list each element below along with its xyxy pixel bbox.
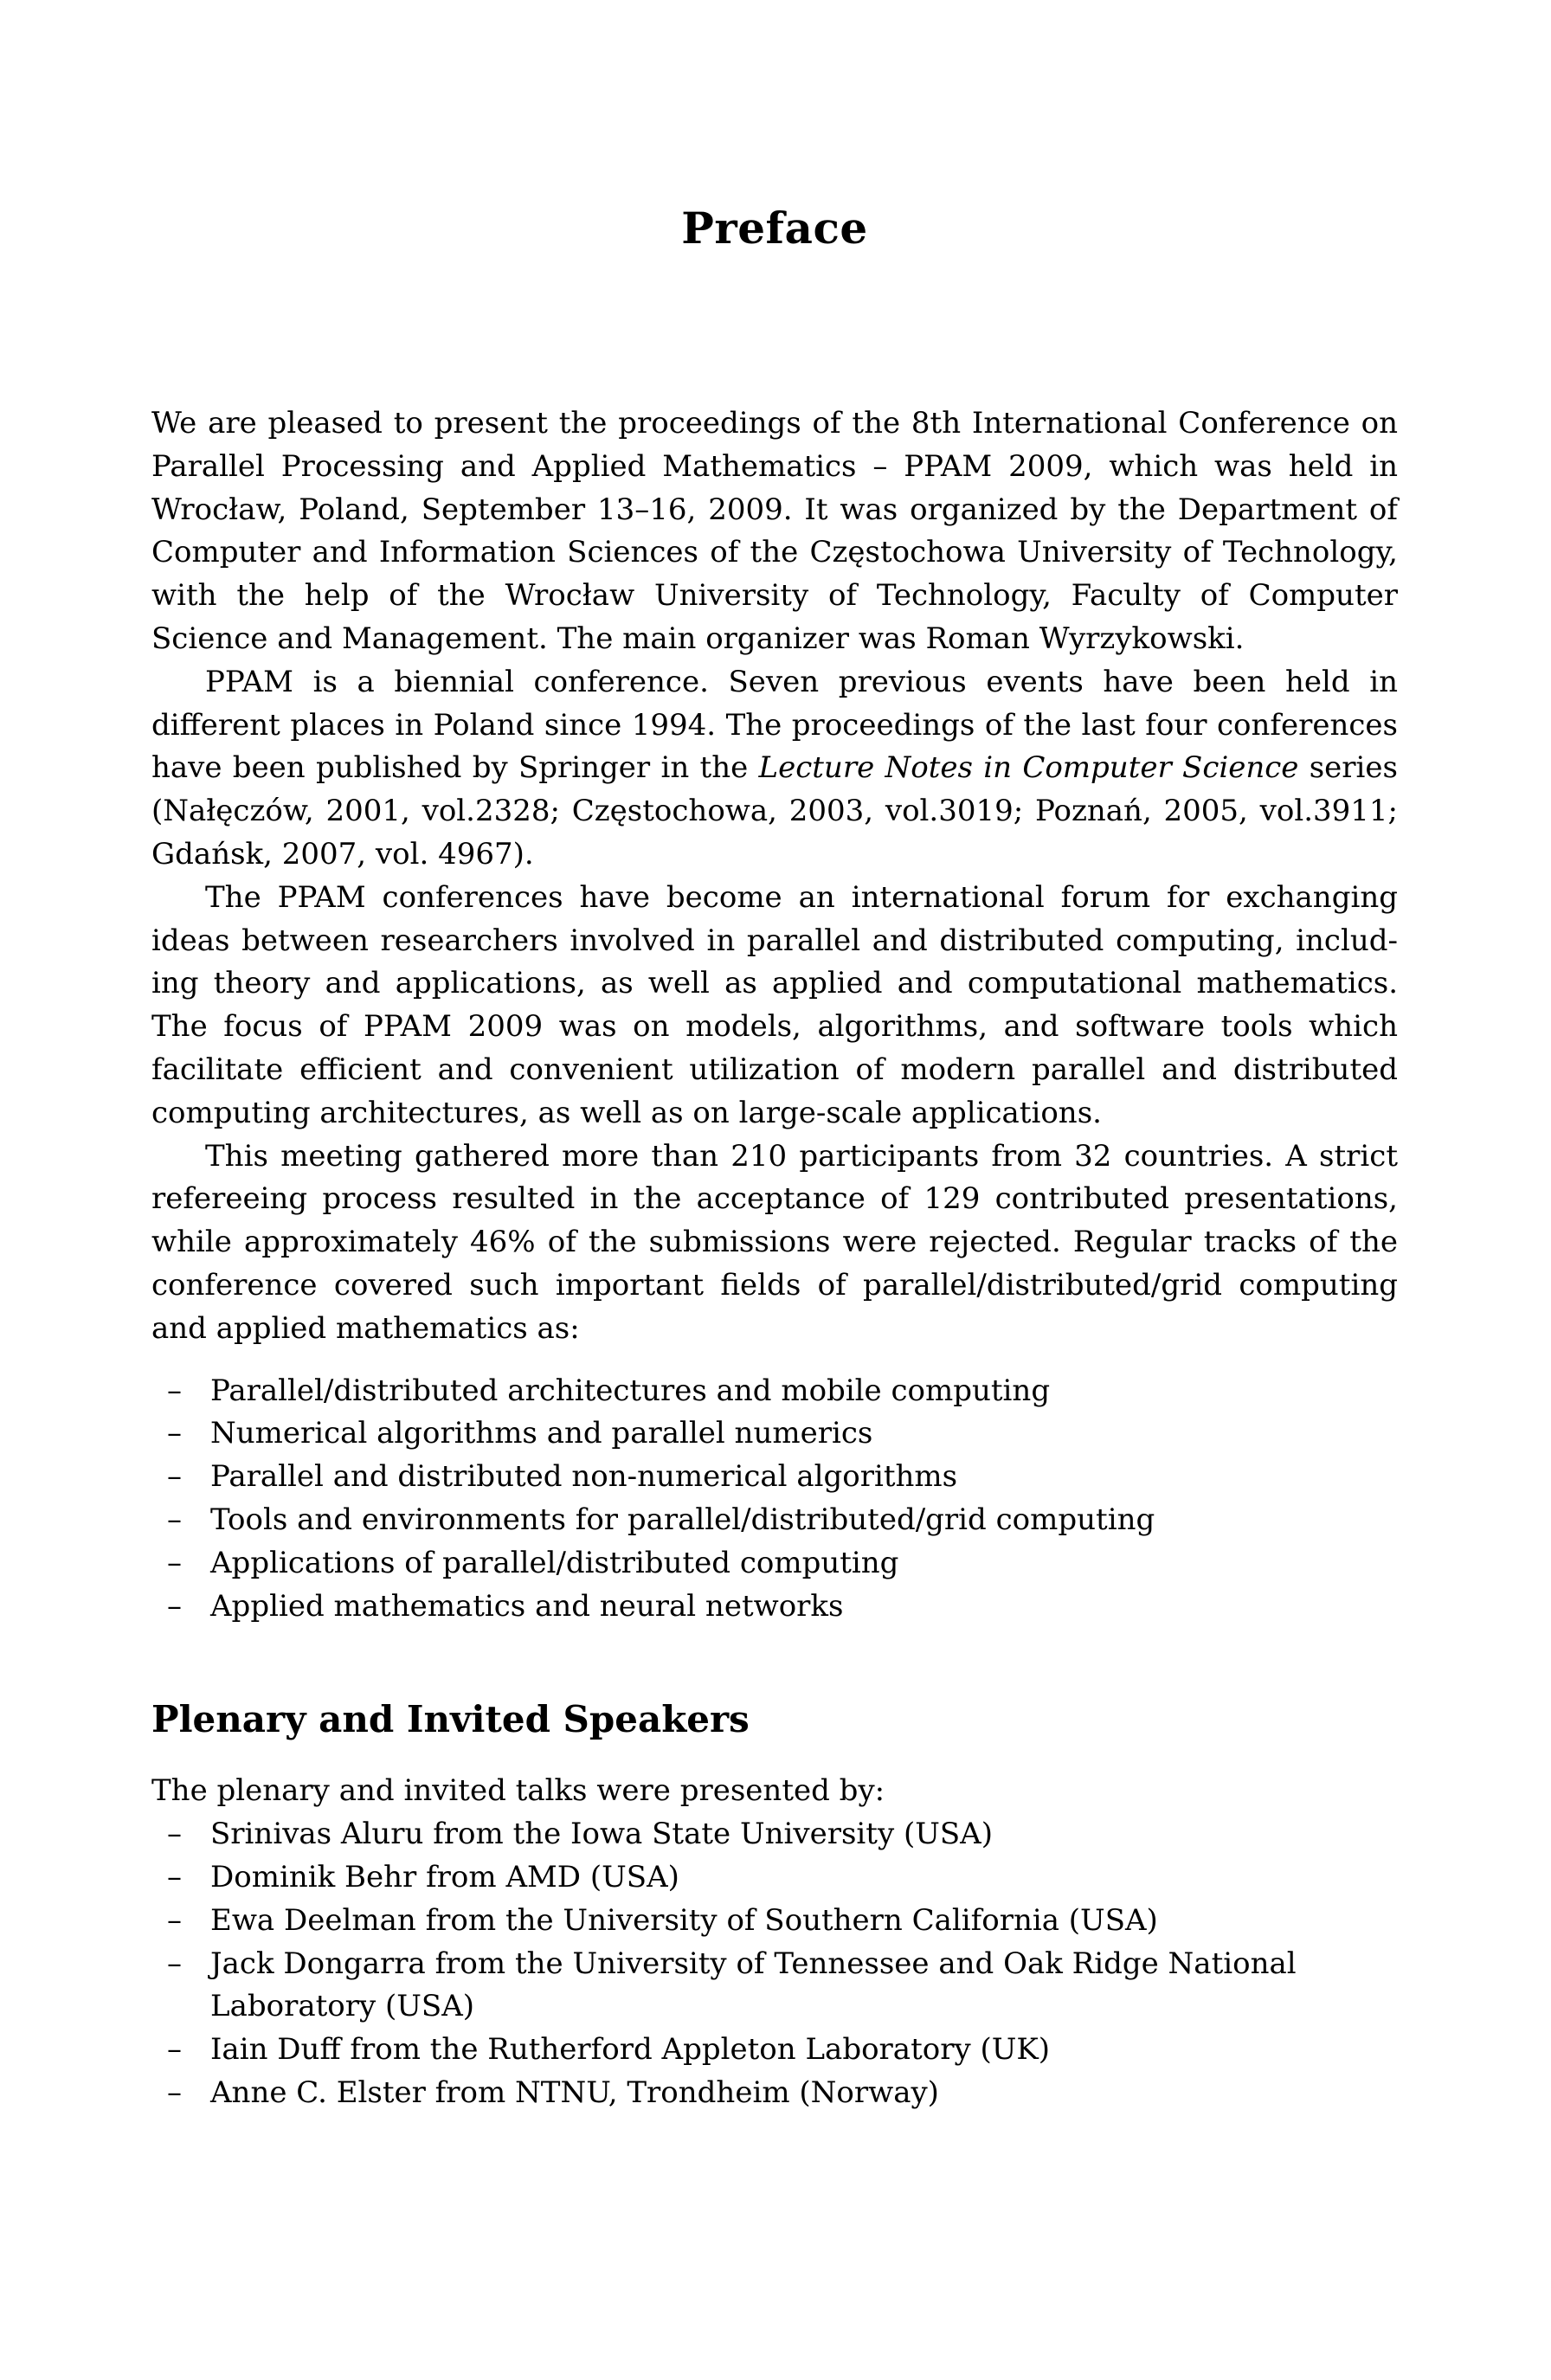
dash-bullet-icon: – <box>167 1588 182 1624</box>
list-item <box>151 1943 1398 2029</box>
paragraph-intro: We are pleased to present the proceedings of the 8th International Conference on Parallel Processing and Applied Mathematics – PPAM 2009, which was held in Wrocław, Poland, September 13–16, 2009. It was organized by the Department of Computer and Information Sciences of the Częstochowa University of Technology, with the help of the Wrocław University of Technology, Faculty of Computer Science and Management. The main organizer was Roman Wyrzykowski. <box>151 406 1398 656</box>
speaker-label: Dominik Behr from AMD (USA) <box>210 1859 679 1894</box>
dash-bullet-icon: – <box>167 2032 182 2068</box>
list-item <box>151 1586 1398 1629</box>
paragraph-statistics: This meeting gathered more than 210 participants from 32 countries. A strict refereeing process resulted in the acceptance of 129 contributed presentations, while approximately 46% of the submissions were rejected. Regular tracks of the conference covered such important fields of parallel/distributed/grid computing and applied mathematics as: <box>151 1138 1398 1346</box>
dash-bullet-icon: – <box>167 1416 182 1451</box>
track-label: Parallel/distributed architectures and mobile computing <box>210 1373 1051 1408</box>
list-item <box>151 1856 1398 1900</box>
dash-bullet-icon: – <box>167 1902 182 1938</box>
paragraph-history-text-before: PPAM is a biennial conference. Seven previous events have been held in different places in Poland since 1994. The proceedings of the last four conferences have been published by Springer in the <box>151 664 1398 786</box>
paragraph-forum: The PPAM conferences have become an international forum for exchanging ideas between researchers involved in parallel and distributed computing, including theory and applications, as well as applied and computational mathematics. The focus of PPAM 2009 was on models, algorithms, and software tools which facilitate efficient and convenient utilization of modern parallel and distributed computing architectures, as well as on large-scale applications. <box>151 879 1398 1130</box>
list-item <box>151 1456 1398 1499</box>
paragraph-history-text-after: series (Nałęczów, 2001, vol.2328; Częstochowa, 2003, vol.3019; Poznań, 2005, vol.3911; Gdańsk, 2007, vol. 4967). <box>151 750 1398 872</box>
section-heading-speakers: Plenary and Invited Speakers <box>151 1698 750 1741</box>
list-item <box>151 1370 1398 1413</box>
speakers-intro: The plenary and invited talks were presented by: <box>151 1773 885 1809</box>
dash-bullet-icon: – <box>167 1502 182 1537</box>
list-item <box>151 1499 1398 1542</box>
speaker-label: Anne C. Elster from NTNU, Trondheim (Norway) <box>210 2074 939 2110</box>
dash-bullet-icon: – <box>167 1545 182 1580</box>
page-title: Preface <box>681 202 868 254</box>
list-item <box>151 1542 1398 1586</box>
dash-bullet-icon: – <box>167 1859 182 1894</box>
series-title: Lecture Notes in Computer Science <box>758 750 1299 786</box>
list-item <box>151 2072 1398 2115</box>
dash-bullet-icon: – <box>167 1946 182 1981</box>
paragraph-history <box>151 661 1398 877</box>
list-item <box>151 2029 1398 2072</box>
track-label: Applied mathematics and neural networks <box>210 1588 844 1624</box>
track-label: Applications of parallel/distributed computing <box>210 1545 899 1580</box>
track-label: Tools and environments for parallel/distributed/grid computing <box>210 1502 1155 1537</box>
dash-bullet-icon: – <box>167 1817 182 1852</box>
speaker-label: Ewa Deelman from the University of Southern California (USA) <box>210 1902 1158 1938</box>
speakers-list <box>151 1813 1398 2115</box>
track-label: Parallel and distributed non-numerical algorithms <box>210 1459 958 1495</box>
tracks-list <box>151 1370 1398 1629</box>
speaker-label: Jack Dongarra from the University of Tennessee and Oak Ridge National Laboratory (USA) <box>210 1946 1297 2024</box>
dash-bullet-icon: – <box>167 1459 182 1495</box>
track-label: Numerical algorithms and parallel numerics <box>210 1416 873 1451</box>
list-item <box>151 1412 1398 1456</box>
document-body <box>151 402 1398 2115</box>
dash-bullet-icon: – <box>167 1373 182 1408</box>
speaker-label: Iain Duff from the Rutherford Appleton Laboratory (UK) <box>210 2032 1051 2068</box>
speaker-label: Srinivas Aluru from the Iowa State University (USA) <box>210 1817 993 1852</box>
list-item <box>151 1900 1398 1943</box>
list-item <box>151 1813 1398 1856</box>
dash-bullet-icon: – <box>167 2074 182 2110</box>
